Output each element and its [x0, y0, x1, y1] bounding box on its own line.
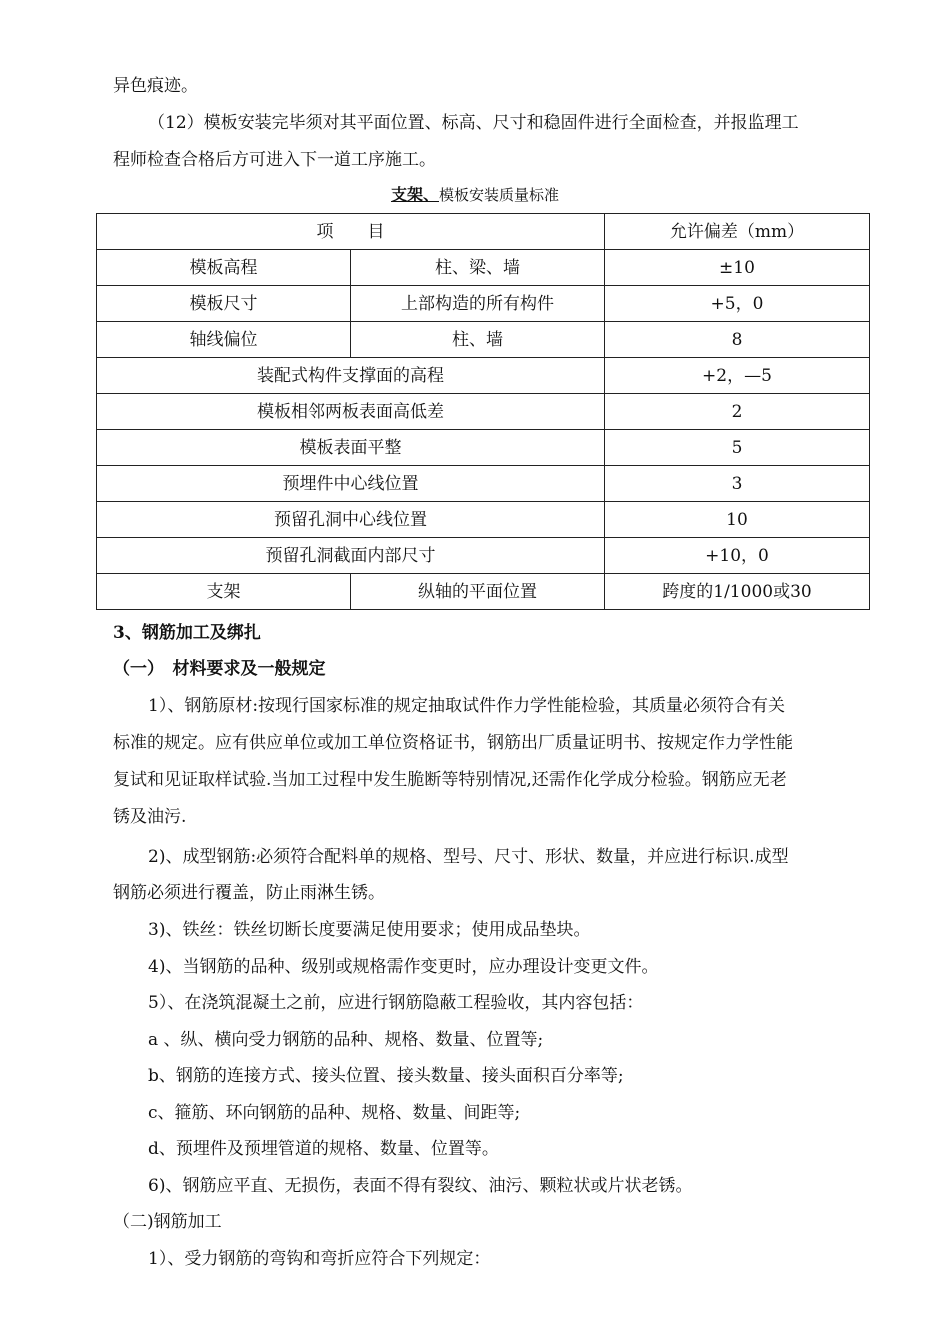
paragraph-line: 4)、当钢筋的品种、级别或规格需作变更时，应办理设计变更文件。 — [148, 957, 659, 977]
paragraph-line: 标准的规定。应有供应单位或加工单位资格证书，钢筋出厂质量证明书、按规定作力学性能 — [113, 733, 793, 753]
row-scope: 柱、墙 — [351, 322, 605, 358]
table-caption-text: 模板安装质量标准 — [439, 186, 560, 204]
row-value: 2 — [605, 394, 870, 430]
row-name: 预留孔洞中心线位置 — [97, 502, 605, 538]
row-name: 模板表面平整 — [97, 430, 605, 466]
row-name: 轴线偏位 — [97, 322, 351, 358]
table-row — [97, 502, 870, 538]
row-value: 3 — [605, 466, 870, 502]
table-row — [97, 250, 870, 286]
row-value: 10 — [605, 502, 870, 538]
row-name: 装配式构件支撑面的高程 — [97, 358, 605, 394]
row-scope: 柱、梁、墙 — [351, 250, 605, 286]
table-caption — [0, 184, 950, 206]
table-row — [97, 538, 870, 574]
row-name: 预留孔洞截面内部尺寸 — [97, 538, 605, 574]
table-row — [97, 322, 870, 358]
row-value: +2，—5 — [605, 358, 870, 394]
paragraph-line: 1）、受力钢筋的弯钩和弯折应符合下列规定： — [148, 1249, 491, 1269]
row-value: 跨度的1/1000或30 — [605, 574, 870, 610]
subsection-heading: （二)钢筋加工 — [113, 1212, 222, 1232]
row-name: 模板高程 — [97, 250, 351, 286]
table-row — [97, 466, 870, 502]
table-header-row — [97, 214, 870, 250]
paragraph-line: 3)、铁丝：铁丝切断长度要满足使用要求；使用成品垫块。 — [148, 920, 591, 940]
row-value: +5，0 — [605, 286, 870, 322]
row-name: 模板相邻两板表面高低差 — [97, 394, 605, 430]
header-item: 项 目 — [97, 214, 605, 250]
row-scope: 上部构造的所有构件 — [351, 286, 605, 322]
header-tolerance: 允许偏差（mm） — [605, 214, 870, 250]
paragraph-line: 钢筋必须进行覆盖，防止雨淋生锈。 — [113, 883, 385, 903]
paragraph-line: 5）、在浇筑混凝土之前，应进行钢筋隐蔽工程验收，其内容包括： — [148, 993, 644, 1013]
paragraph-line: b、钢筋的连接方式、接头位置、接头数量、接头面积百分率等; — [148, 1066, 624, 1086]
row-value: 8 — [605, 322, 870, 358]
paragraph-line: 异色痕迹。 — [113, 76, 198, 96]
row-name: 模板尺寸 — [97, 286, 351, 322]
paragraph-line: 复试和见证取样试验.当加工过程中发生脆断等特别情况,还需作化学成分检验。钢筋应无老 — [113, 770, 787, 790]
paragraph-line: （12）模板安装完毕须对其平面位置、标高、尺寸和稳固件进行全面检查，并报监理工 — [148, 113, 799, 133]
row-name: 支架 — [97, 574, 351, 610]
row-value: 5 — [605, 430, 870, 466]
table-row — [97, 358, 870, 394]
paragraph-line: 锈及油污. — [113, 807, 187, 827]
section-heading: 3、钢筋加工及绑扎 — [113, 623, 261, 643]
row-value: ±10 — [605, 250, 870, 286]
quality-standard-table — [96, 213, 870, 610]
paragraph-line: c、箍筋、环向钢筋的品种、规格、数量、间距等; — [148, 1103, 521, 1123]
row-scope: 纵轴的平面位置 — [351, 574, 605, 610]
paragraph-line: 6)、钢筋应平直、无损伤，表面不得有裂纹、油污、颗粒状或片状老锈。 — [148, 1176, 693, 1196]
subsection-heading: （一） 材料要求及一般规定 — [113, 659, 326, 679]
table-caption-bold: 支架、 — [390, 185, 439, 204]
paragraph-line: 1）、钢筋原材:按现行国家标准的规定抽取试件作力学性能检验，其质量必须符合有关 — [148, 696, 786, 716]
row-value: +10，0 — [605, 538, 870, 574]
table-row — [97, 286, 870, 322]
paragraph-line: 2)、成型钢筋:必须符合配料单的规格、型号、尺寸、形状、数量，并应进行标识.成型 — [148, 847, 789, 867]
paragraph-line: 程师检查合格后方可进入下一道工序施工。 — [113, 150, 436, 170]
table-row — [97, 430, 870, 466]
paragraph-line: a 、纵、横向受力钢筋的品种、规格、数量、位置等; — [148, 1030, 544, 1050]
table-row — [97, 394, 870, 430]
paragraph-line: d、预埋件及预埋管道的规格、数量、位置等。 — [148, 1139, 499, 1159]
row-name: 预埋件中心线位置 — [97, 466, 605, 502]
table-row — [97, 574, 870, 610]
